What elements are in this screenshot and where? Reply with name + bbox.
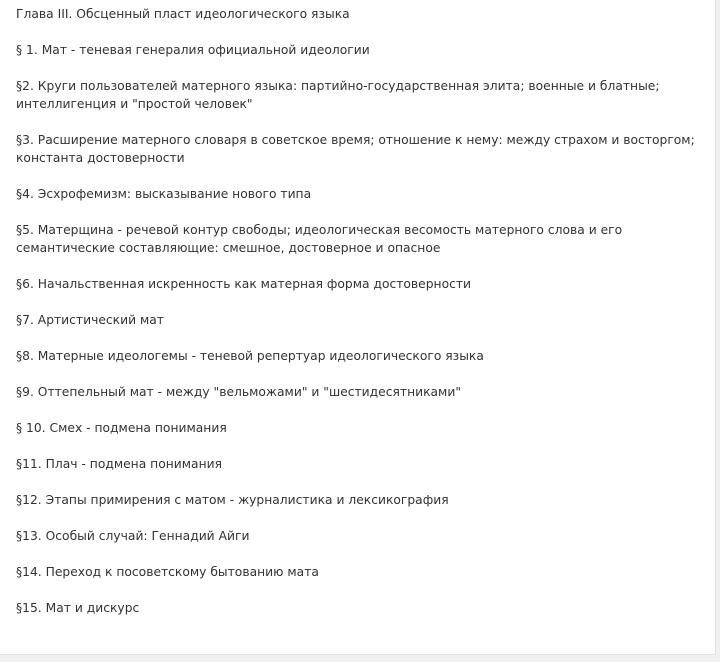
- section-item-2: §2. Круги пользователей матерного языка: партийно-государственная элита; военные и блатные; интеллигенция и "простой человек": [16, 79, 660, 111]
- section-item-13: §13. Особый случай: Геннадий Айги: [16, 529, 250, 543]
- section-item-5: §5. Матерщина - речевой контур свободы; идеологическая весомость матерного слова и его семантические составляющие: смешное, достоверное и опасное: [16, 223, 623, 255]
- section-item-8: §8. Матерные идеологемы - теневой репертуар идеологического языка: [16, 349, 484, 363]
- table-of-contents: [16, 5, 706, 617]
- section-item-7: §7. Артистический мат: [16, 313, 164, 327]
- section-item-6: §6. Начальственная искренность как матерная форма достоверности: [16, 277, 472, 291]
- section-item-3: §3. Расширение матерного словаря в советское время; отношение к нему: между страхом и восторгом; константа достоверности: [16, 133, 695, 165]
- section-list: [16, 41, 706, 617]
- section-item-12: §12. Этапы примирения с матом - журналистика и лексикография: [16, 493, 449, 507]
- section-item-15: §15. Мат и дискурс: [16, 601, 140, 615]
- chapter-title: Глава III. Обсценный пласт идеологического языка: [16, 7, 350, 21]
- section-item-14: §14. Переход к посоветскому бытованию мата: [16, 565, 319, 579]
- section-item-1: § 1. Мат - теневая генералия официальной идеологии: [16, 43, 370, 57]
- section-item-9: §9. Оттепельный мат - между "вельможами" и "шестидесятниками": [16, 385, 461, 399]
- section-item-4: §4. Эсхрофемизм: высказывание нового типа: [16, 187, 312, 201]
- section-item-10: § 10. Смех - подмена понимания: [16, 421, 227, 435]
- section-item-11: §11. Плач - подмена понимания: [16, 457, 223, 471]
